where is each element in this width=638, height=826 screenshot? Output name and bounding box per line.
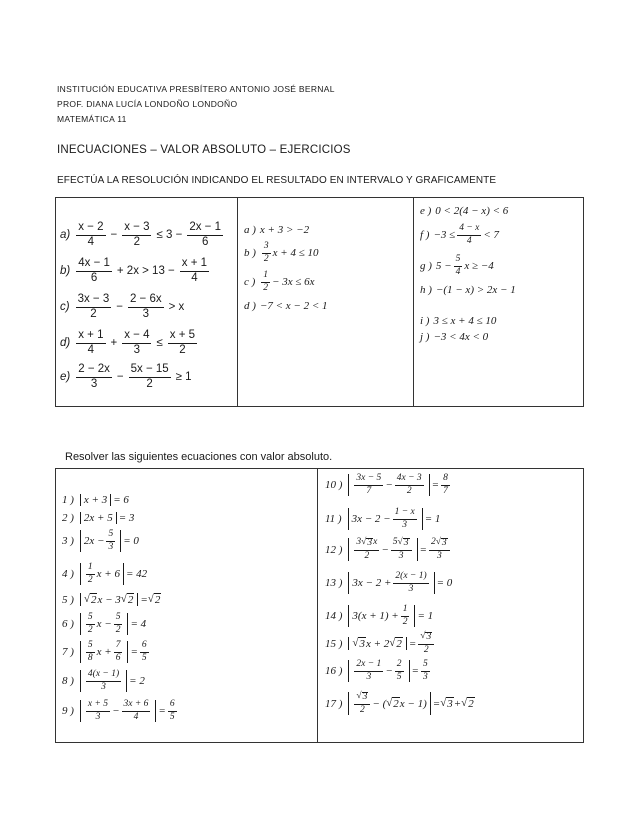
inequality-2a: a ) x + 3 > −2 (244, 224, 310, 236)
equation-8: 8 ) $\frac{4(x - 1)}{3}$ = 2 (62, 669, 145, 692)
instruction-text: EFECTÚA LA RESOLUCIÓN INDICANDO EL RESULTADO EN INTERVALO Y GRAFICAMENTE (57, 175, 497, 186)
equation-6: 6 ) $\frac{5}{2}$ x − $\frac{5}{2}$ = 4 (62, 612, 147, 635)
inequality-1b: b) $\frac{4x - 1}{6}$ + 2x > 13 − $\frac{x + 1}{4}$ (60, 257, 208, 284)
inequality-3g: g ) 5 − $\frac{5}{4}$ x ≥ −4 (420, 254, 494, 277)
course-name: MATEMÁTICA 11 (57, 114, 127, 124)
inequality-1a: a) $\frac{x - 2}{4}$ − $\frac{x - 3}{2}$ ≤ 3 − $\frac{2x - 1}{6}$ (60, 221, 221, 248)
inequality-2c: c ) $\frac{1}{2}$ − 3x ≤ 6x (244, 270, 315, 293)
inequality-3j: j ) −3 < 4x < 0 (420, 331, 489, 343)
equation-14: 14 ) 3(x + 1) + $\frac{1}{2}$ = 1 (325, 604, 434, 627)
inequality-1c: c) $\frac{3x - 3}{2}$ − $\frac{2 - 6x}{3}$ > x (60, 293, 185, 320)
equation-13: 13 ) 3x − 2 + $\frac{2(x - 1)}{3}$ = 0 (325, 571, 453, 594)
inequality-2d: d ) −7 < x − 2 < 1 (244, 300, 328, 312)
inequality-1d: d) $\frac{x + 1}{4}$ + $\frac{x - 4}{3}$ ≤ $\frac{x + 5}{2}$ (60, 329, 196, 356)
equation-12: 12 ) 3 √ 3 x 2 − 5 √ 3 3 = 2 √ 3 3 (325, 538, 452, 561)
page-title: INECUACIONES – VALOR ABSOLUTO – EJERCICIOS (57, 144, 351, 156)
column-divider (317, 469, 318, 742)
column-divider (413, 198, 414, 406)
equation-17: 17 ) √ 3 2 − ( √ 2 x − 1) = √ 3 + √ 2 (325, 691, 474, 715)
equation-5: 5 ) √ 2 x − 3 √ 2 = √ 2 (62, 593, 161, 606)
inequality-3f: f ) −3 ≤ $\frac{4 - x}{4}$ < 7 (420, 223, 500, 246)
equation-16: 16 ) $\frac{2x - 1}{3}$ − $\frac{2}{5}$ = $\frac{5}{3}$ (325, 659, 428, 682)
inequality-3e: e ) 0 < 2(4 − x) < 6 (420, 205, 509, 217)
equation-3: 3 ) 2x − $\frac{5}{3}$ = 0 (62, 529, 139, 552)
column-divider (237, 198, 238, 406)
teacher-name: PROF. DIANA LUCÍA LONDOÑO LONDOÑO (57, 99, 238, 109)
equation-10: 10 ) $\frac{3x - 5}{7}$ − $\frac{4x - 3}{2}$ = $\frac{8}{7}$ (325, 473, 448, 496)
equation-11: 11 ) 3x − 2 − $\frac{1 - x}{3}$ = 1 (325, 507, 441, 530)
inequality-2b: b ) $\frac{3}{2}$ x + 4 ≤ 10 (244, 241, 319, 264)
institution-name: INSTITUCIÓN EDUCATIVA PRESBÍTERO ANTONIO JOSÉ BERNAL (57, 84, 335, 94)
equation-1: 1 ) x + 3 = 6 (62, 494, 129, 506)
inequality-3i: i ) 3 ≤ x + 4 ≤ 10 (420, 315, 497, 327)
equation-9: 9 ) $\frac{x + 5}{3}$ − $\frac{3x + 6}{4}$ = $\frac{6}{5}$ (62, 699, 175, 722)
section-subtitle: Resolver las siguientes ecuaciones con valor absoluto. (65, 451, 333, 463)
inequality-3h: h ) −(1 − x) > 2x − 1 (420, 284, 516, 296)
equation-4: 4 ) $\frac{1}{2}$ x + 6 = 42 (62, 562, 148, 585)
equation-2: 2 ) 2x + 5 = 3 (62, 512, 135, 524)
inequality-1e: e) $\frac{2 - 2x}{3}$ − $\frac{5x - 15}{2}$ ≥ 1 (60, 363, 192, 390)
equation-15: 15 ) √ 3 x + 2 √ 2 = √ 3 2 (325, 632, 436, 655)
equation-7: 7 ) $\frac{5}{8}$ x + $\frac{7}{6}$ = $\frac{6}{5}$ (62, 640, 147, 663)
